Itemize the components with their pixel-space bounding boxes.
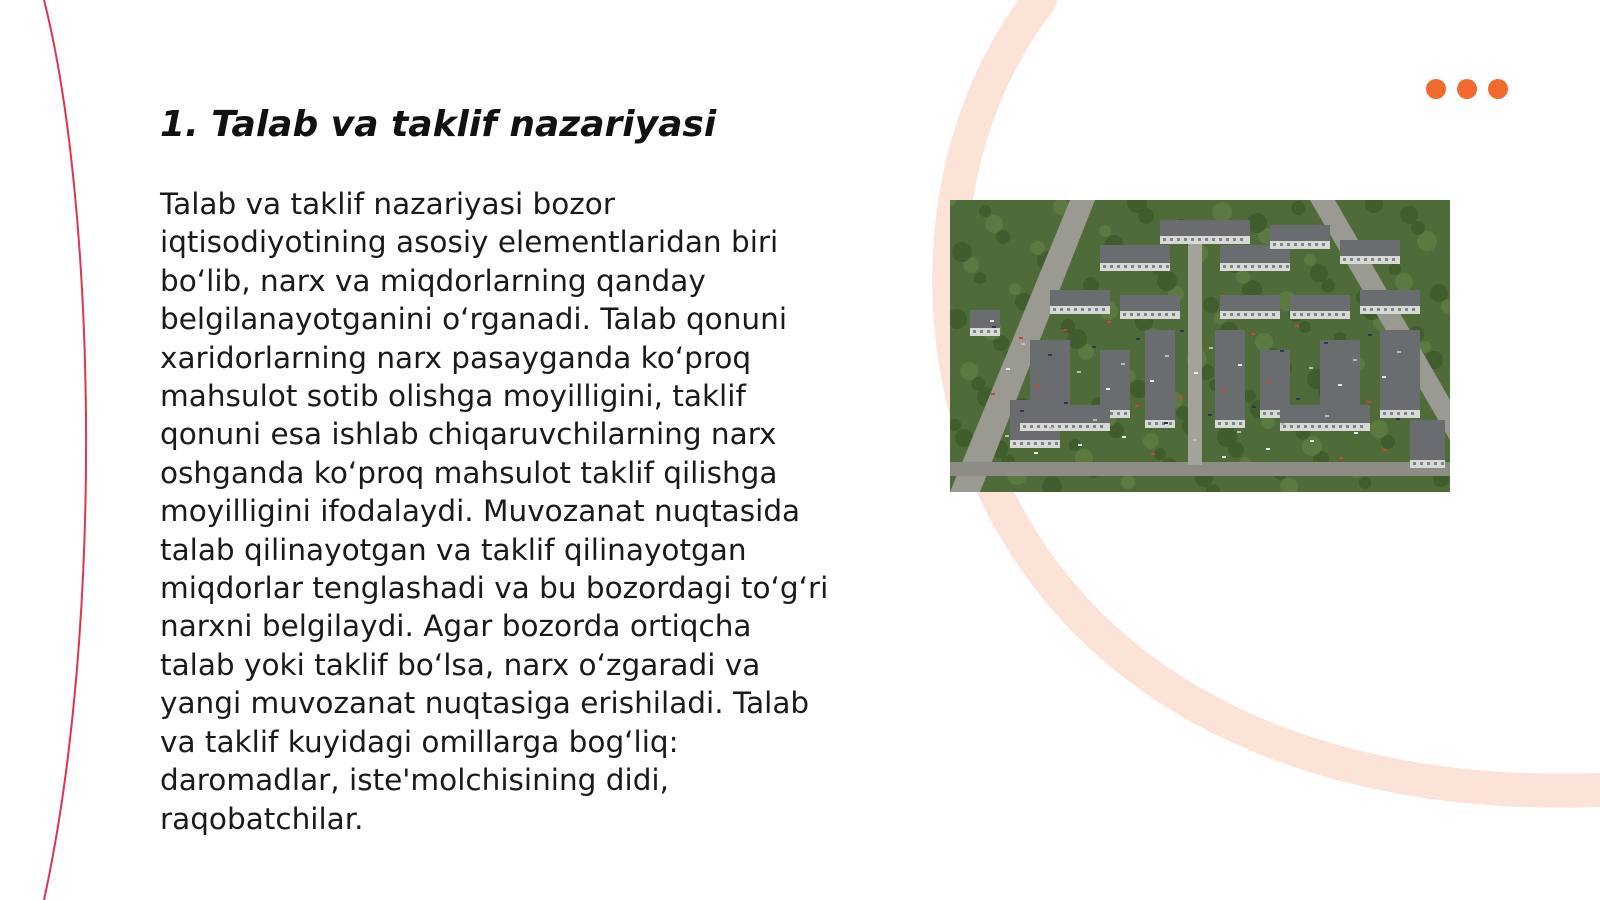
body-line: mahsulot sotib olishga moyilligini, taklif	[160, 379, 746, 414]
body-line: belgilanayotganini o‘rganadi. Talab qonuni	[160, 302, 788, 337]
body-line: daromadlar, iste'molchisining didi,	[160, 763, 669, 798]
body-paragraph	[160, 185, 860, 838]
body-line: yangi muvozanat nuqtasiga erishiladi. Talab	[160, 686, 810, 721]
left-red-curve	[44, 0, 86, 900]
body-line: xaridorlarning narx pasayganda ko‘proq	[160, 340, 752, 375]
body-line: talab yoki taklif bo‘lsa, narx o‘zgaradi va	[160, 647, 761, 682]
dot-1	[1426, 79, 1446, 99]
body-line: Talab va taklif nazariyasi bozor	[160, 187, 615, 221]
dot-2	[1457, 79, 1477, 99]
decorative-dots	[1426, 79, 1508, 99]
body-line: iqtisodiyotining asosiy elementlaridan biri	[160, 225, 779, 260]
photo-illustration	[950, 200, 1450, 492]
body-line: raqobatchilar.	[160, 801, 364, 836]
body-line: miqdorlar tenglashadi va bu bozordagi to‘g‘ri	[160, 571, 829, 606]
body-line: narxni belgilaydi. Agar bozorda ortiqcha	[160, 609, 752, 644]
residential-aerial-photo	[950, 200, 1450, 492]
body-line: moyilligini ifodalaydi. Muvozanat nuqtasida	[160, 494, 801, 529]
body-line: oshganda ko‘proq mahsulot taklif qilishga	[160, 455, 778, 490]
body-line: va taklif kuyidagi omillarga bog‘liq:	[160, 724, 679, 759]
body-line: qonuni esa ishlab chiqaruvchilarning narx	[160, 417, 777, 452]
body-line: talab qilinayotgan va taklif qilinayotgan	[160, 532, 747, 567]
body-line: bo‘lib, narx va miqdorlarning qanday	[160, 263, 706, 298]
slide-title: 1. Talab va taklif nazariyasi	[160, 104, 717, 145]
dot-3	[1488, 79, 1508, 99]
